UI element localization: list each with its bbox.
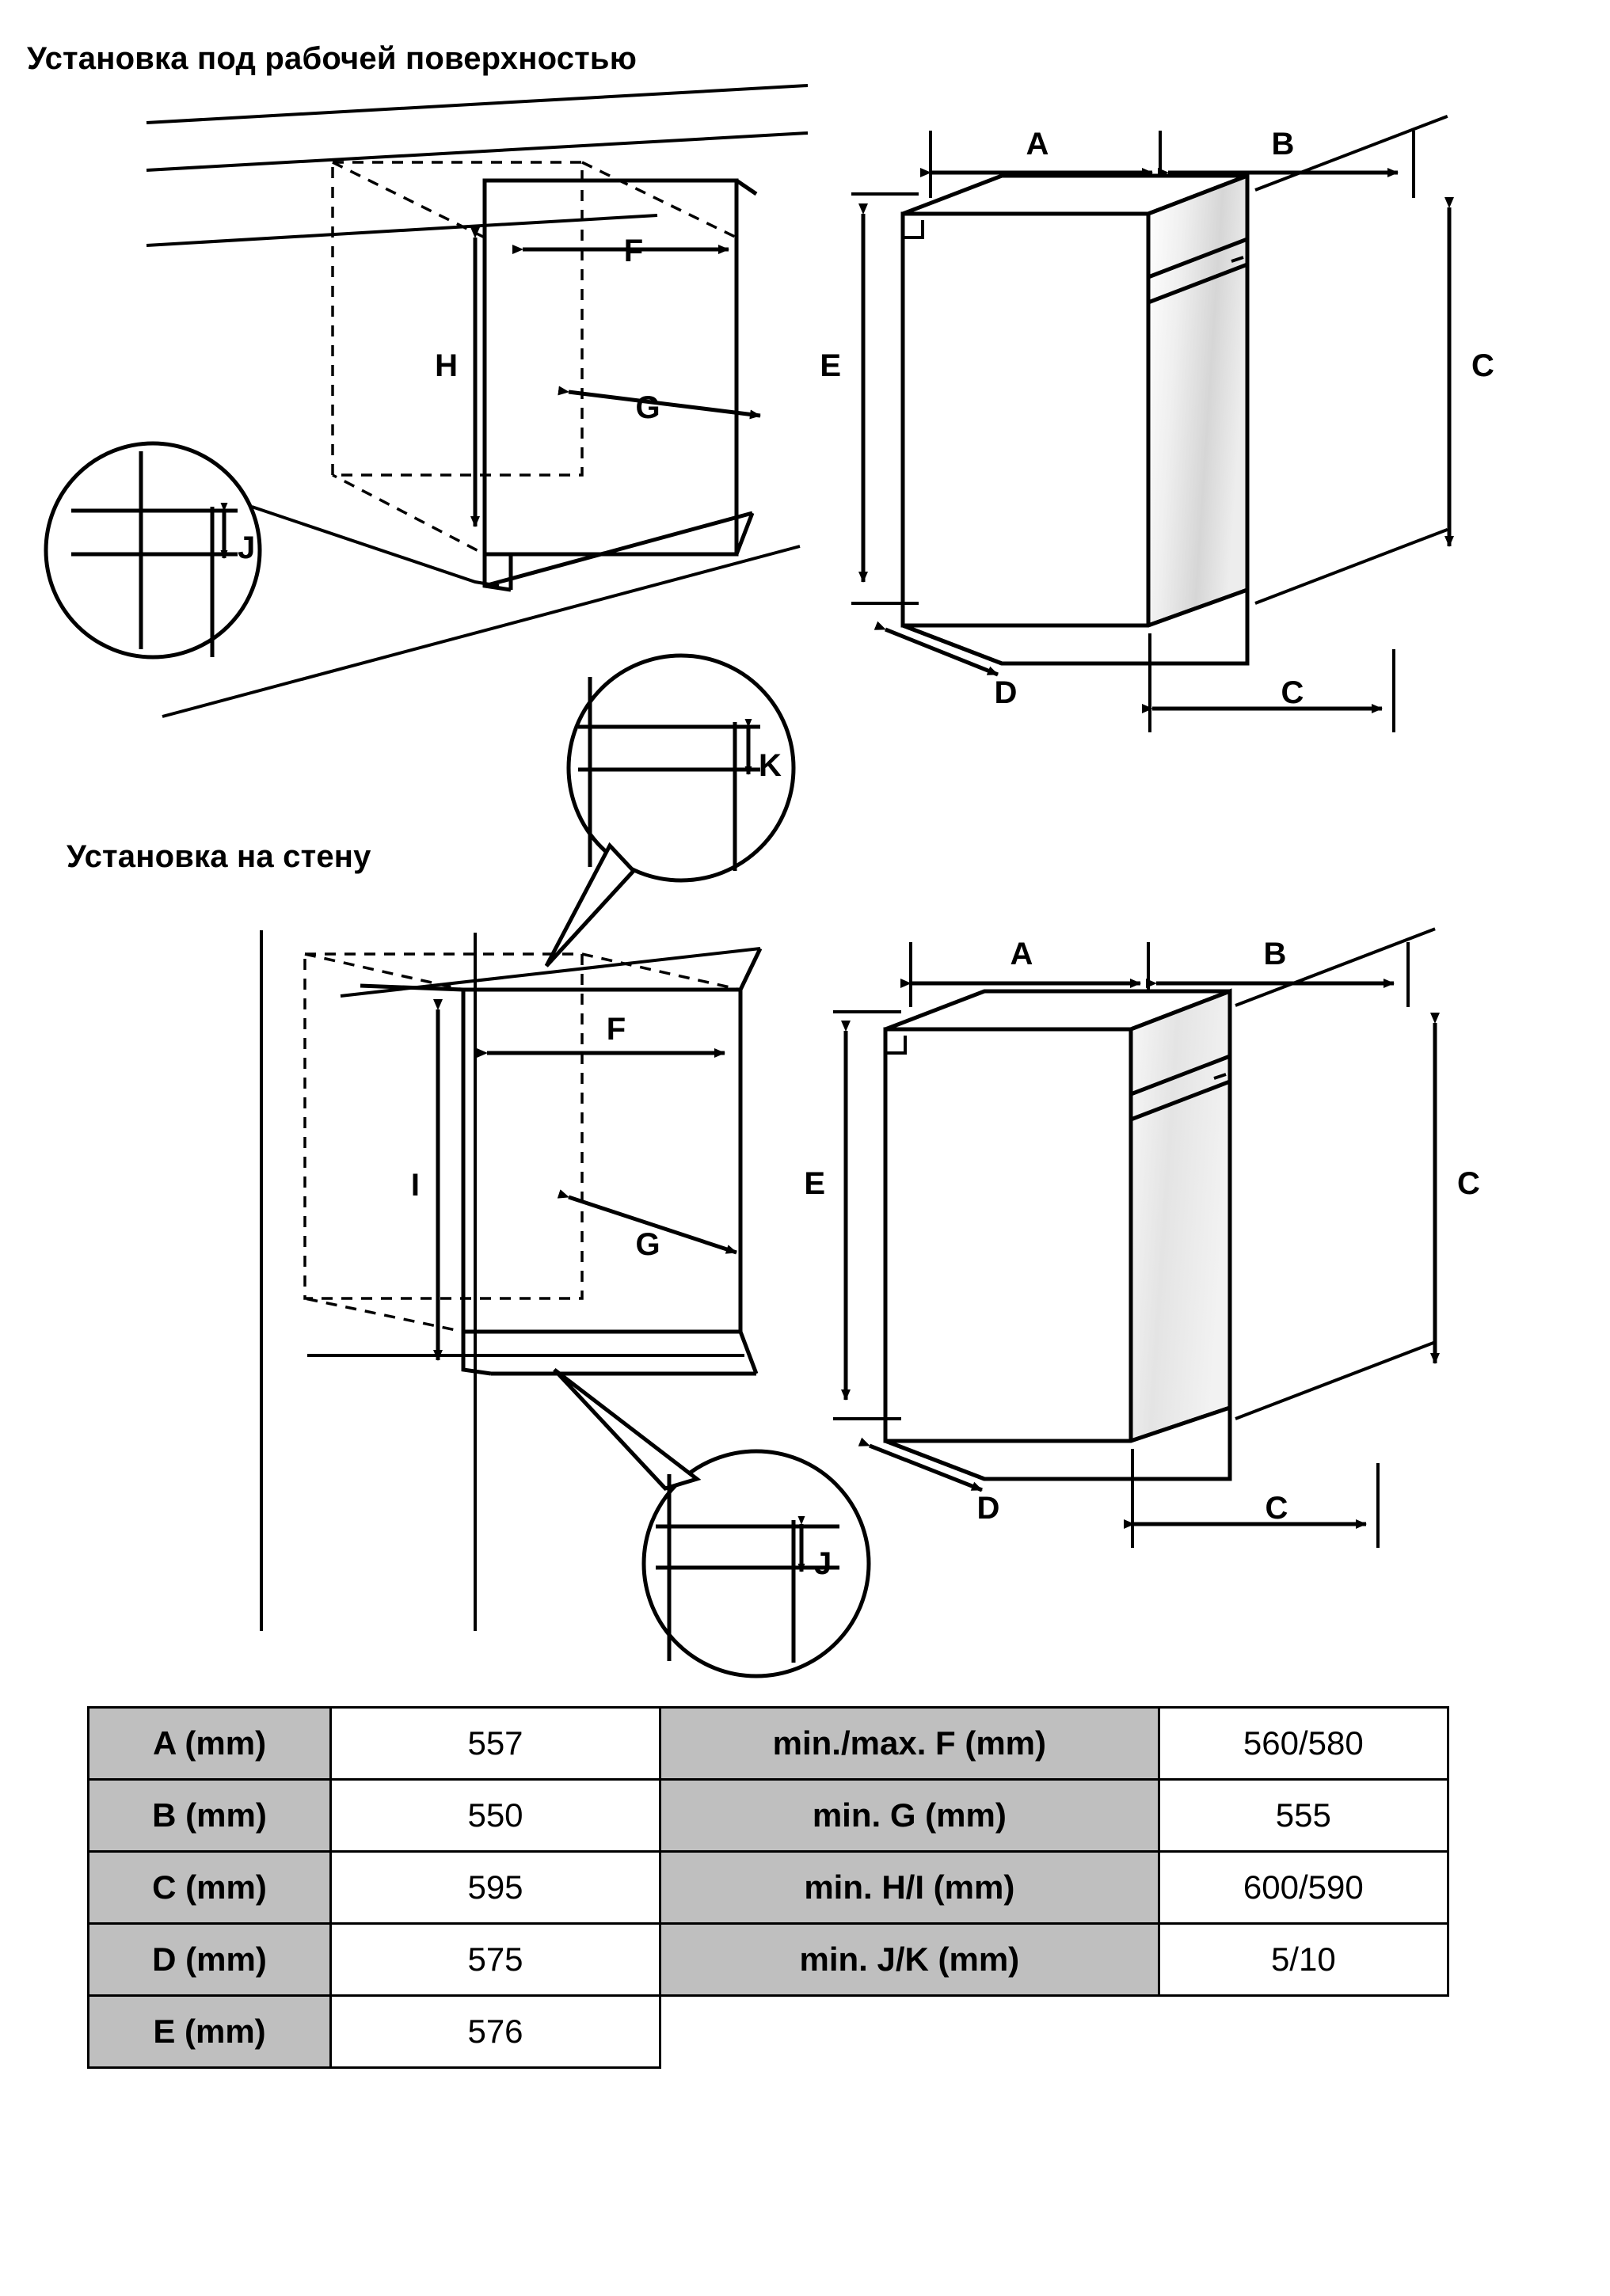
label-J-wall: J bbox=[814, 1546, 832, 1581]
label-B-wall: B bbox=[1263, 937, 1287, 971]
section-title-undercounter: Установка под рабочей поверхностью bbox=[27, 41, 638, 76]
label-D-wall: D bbox=[976, 1491, 1000, 1526]
section-title-wall: Установка на стену bbox=[67, 839, 371, 874]
label-C-right-undercounter: C bbox=[1471, 348, 1494, 383]
label-E-wall: E bbox=[804, 1166, 825, 1201]
label-J-undercounter: J bbox=[238, 530, 256, 565]
label-B-undercounter: B bbox=[1271, 127, 1295, 162]
wall-niche-drawing bbox=[261, 656, 869, 1676]
table-row bbox=[89, 1780, 1448, 1852]
label-F-wall: F bbox=[606, 1012, 626, 1047]
table-cell-value: 600/590 bbox=[1159, 1852, 1448, 1924]
table-cell-value: 576 bbox=[331, 1996, 660, 2068]
table-cell-key: B (mm) bbox=[89, 1780, 331, 1852]
table-row bbox=[89, 1924, 1448, 1996]
table-row bbox=[89, 1996, 1448, 2068]
label-K-wall: K bbox=[759, 748, 782, 783]
label-C-bottom-undercounter: C bbox=[1281, 675, 1304, 710]
label-D-undercounter: D bbox=[994, 675, 1018, 710]
label-A-wall: A bbox=[1010, 937, 1033, 971]
label-C-right-wall: C bbox=[1457, 1166, 1480, 1201]
undercounter-niche-drawing bbox=[46, 86, 808, 717]
table-cell-key: A (mm) bbox=[89, 1708, 331, 1780]
dimensions-table bbox=[87, 1706, 1449, 2069]
label-C-bottom-wall: C bbox=[1265, 1491, 1288, 1526]
label-H-undercounter: H bbox=[435, 348, 458, 383]
label-E-undercounter: E bbox=[820, 348, 841, 383]
wall-oven-drawing bbox=[804, 929, 1480, 1548]
table-cell-value: 555 bbox=[1159, 1780, 1448, 1852]
table-cell-value: 557 bbox=[331, 1708, 660, 1780]
label-A-undercounter: A bbox=[1026, 127, 1049, 162]
label-G-undercounter: G bbox=[635, 390, 660, 425]
table-row bbox=[89, 1708, 1448, 1780]
table-cell-empty bbox=[660, 1996, 1159, 2068]
undercounter-oven-drawing bbox=[820, 116, 1494, 732]
table-cell-key: C (mm) bbox=[89, 1852, 331, 1924]
table-cell-empty bbox=[1159, 1996, 1448, 2068]
table-cell-key: min./max. F (mm) bbox=[660, 1708, 1159, 1780]
table-cell-key: D (mm) bbox=[89, 1924, 331, 1996]
table-cell-key: E (mm) bbox=[89, 1996, 331, 2068]
table-cell-key: min. J/K (mm) bbox=[660, 1924, 1159, 1996]
table-cell-key: min. H/I (mm) bbox=[660, 1852, 1159, 1924]
table-cell-value: 550 bbox=[331, 1780, 660, 1852]
label-G-wall: G bbox=[635, 1227, 660, 1262]
table-cell-value: 575 bbox=[331, 1924, 660, 1996]
table-cell-value: 5/10 bbox=[1159, 1924, 1448, 1996]
label-F-undercounter: F bbox=[623, 234, 644, 268]
table-cell-key: min. G (mm) bbox=[660, 1780, 1159, 1852]
table-cell-value: 595 bbox=[331, 1852, 660, 1924]
detail-circle-J-undercounter bbox=[46, 443, 260, 657]
label-I-wall: I bbox=[410, 1168, 420, 1203]
table-cell-value: 560/580 bbox=[1159, 1708, 1448, 1780]
table-row bbox=[89, 1852, 1448, 1924]
